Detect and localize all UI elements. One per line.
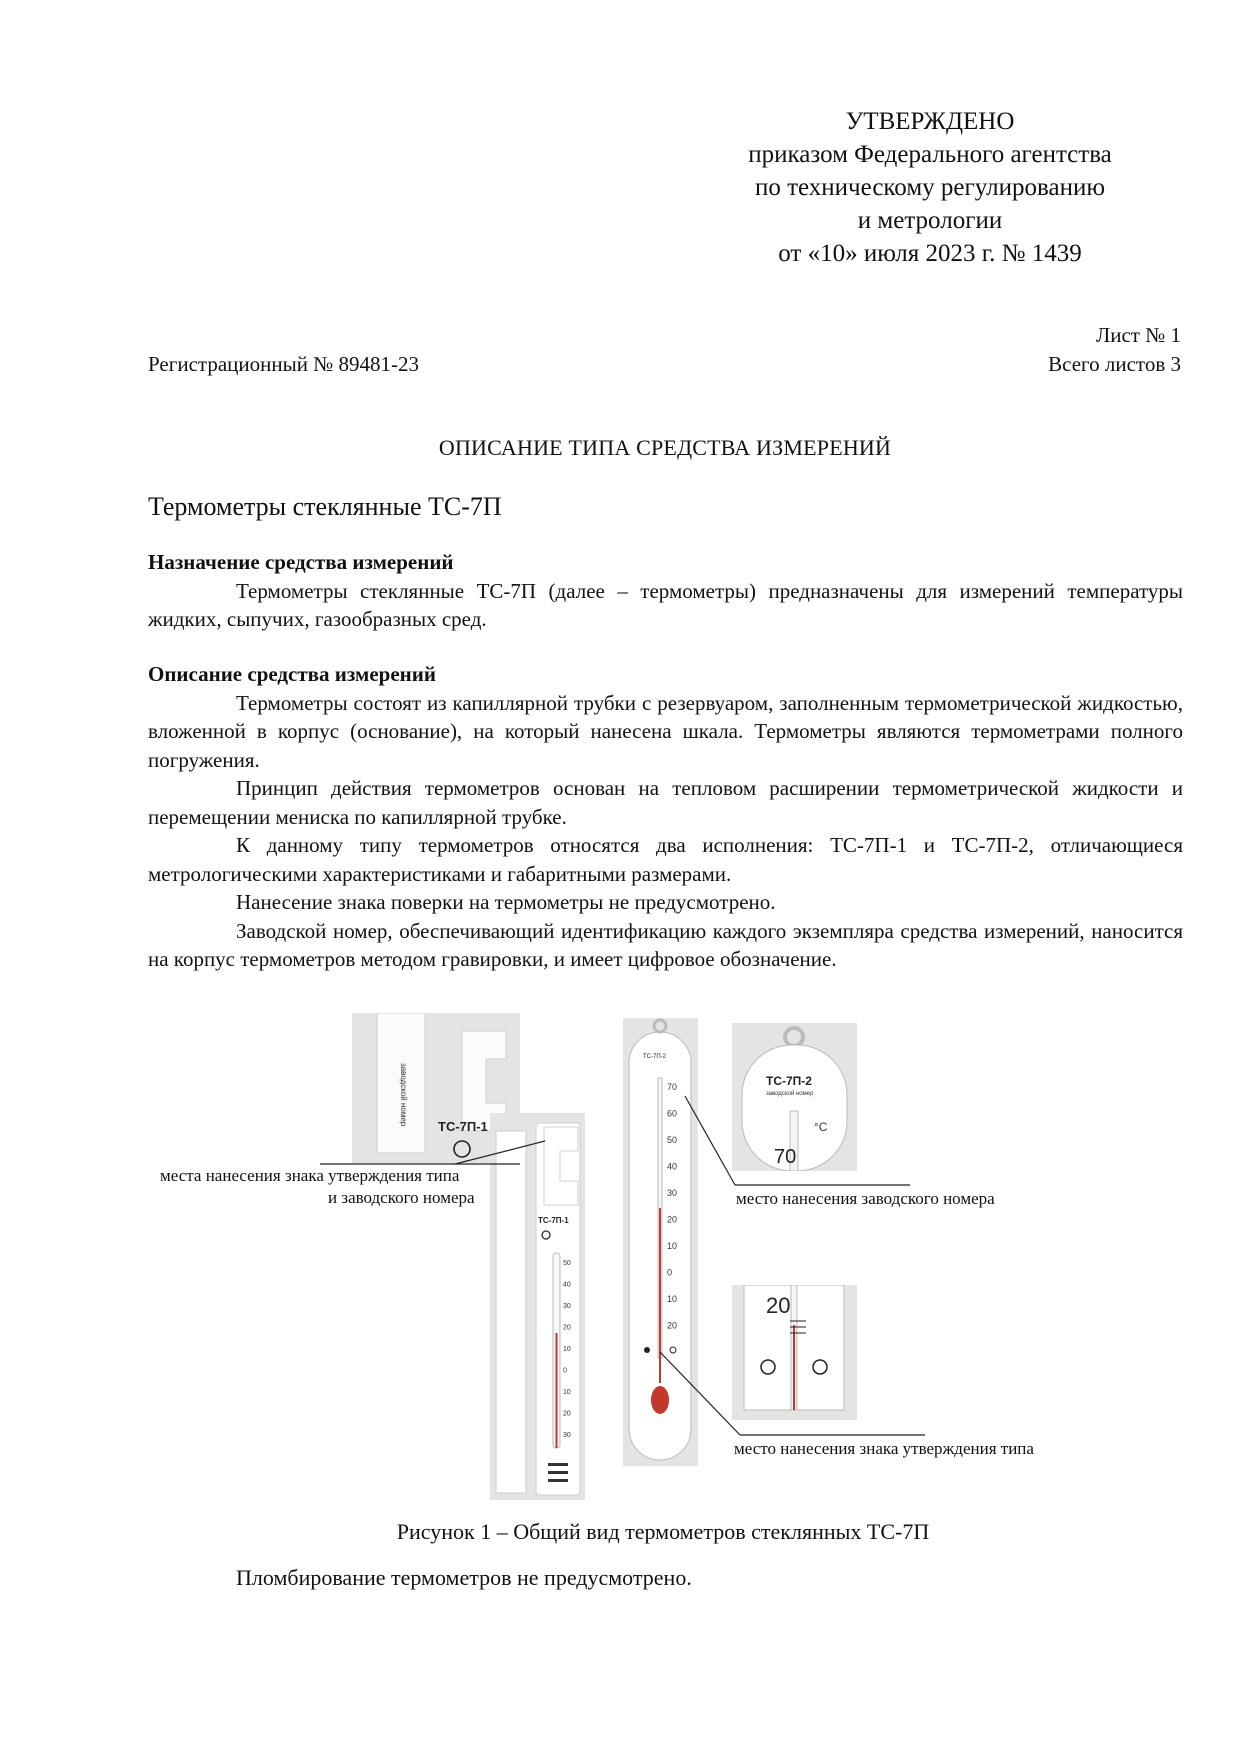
scale-tick-label: 0 [563,1367,567,1375]
scale-tick-label: 30 [667,1188,678,1198]
section-heading: Описание средства измерений [148,662,436,686]
sheets-total: Всего листов 3 [1048,352,1181,376]
sealing-note: Пломбирование термометров не предусмотрено. [236,1565,692,1590]
scale-tick-label: 20 [667,1214,678,1225]
paragraph: Термометры состоят из капиллярной трубки с резервуаром, заполненным термометрической жидкостью, вложенной в корпус (основание), на который нанесена шкала. Термометры являются термометрами полного погружения. [148,690,1183,772]
paragraph: К данному типу термометров относятся два исполнения: ТС-7П-1 и ТС-7П-2, отличающиеся метрологическими характеристиками и габаритными размерами. [148,833,1183,886]
section-description [148,660,1183,974]
scale-tick-label: 30 [563,1303,571,1310]
registration-number: Регистрационный № 89481-23 [148,352,419,376]
unit-label: °C [814,1120,828,1134]
callout-text: места нанесения знака утверждения типа [160,1166,460,1185]
figure-caption: Рисунок 1 – Общий вид термометров стеклянных ТС-7П [396,1519,930,1544]
scale-tick-label: 40 [563,1281,571,1289]
scale-tick-label: 50 [563,1260,571,1267]
section-purpose [148,548,1183,634]
scale-tick-label: 40 [667,1161,678,1172]
scale-tick-label: 10 [667,1241,678,1251]
approval-line: по техническому регулированию [754,174,1106,201]
approval-heading: УТВЕРЖДЕНО [845,108,1015,135]
model-label: ТС-7П-2 [766,1074,812,1088]
scale-tick-label: 50 [667,1135,678,1145]
figure-thermometers [150,1000,1190,1500]
scale-value: 20 [766,1293,791,1318]
scale-tick-label: 30 [563,1432,571,1439]
scale-tick-label: 70 [667,1082,678,1092]
scale-tick-label: 10 [563,1346,571,1353]
serial-label: заводской номер [766,1091,814,1097]
approval-line: приказом Федерального агентства [748,141,1112,168]
callout-right-top: место нанесения заводского номера [736,1189,995,1208]
sheet-number: Лист № 1 [1095,323,1181,347]
scale-tick-label: 20 [563,1410,571,1418]
serial-label: заводской номер [399,1063,408,1127]
model-label: ТС-7П-2 [643,1054,666,1060]
paragraph: Принцип действия термометров основан на тепловом расширении термометрической жидкости и перемещении мениска по капиллярной трубке. [148,776,1183,829]
paragraph: Нанесение знака поверки на термометры не предусмотрено. [236,890,776,914]
callout-right-bottom: место нанесения знака утверждения типа [734,1439,1034,1458]
section-heading: Назначение средства измерений [148,550,454,574]
scale-tick-label: 0 [667,1267,673,1278]
approval-line: и метрологии [857,207,1003,234]
paragraph: Заводской номер, обеспечивающий идентификацию каждого экземпляра средства измерений, наносится на корпус термометров методом гравировки, и имеет цифровое обозначение. [148,918,1183,971]
callout-left [160,1165,475,1209]
scale-value: 70 [774,1146,797,1168]
scale-tick-label: 10 [563,1389,571,1396]
instrument-name: Термометры стеклянные ТС-7П [148,492,502,521]
approval-block [700,105,1160,270]
callout-text: и заводского номера [328,1188,475,1207]
scale-tick-label: 60 [667,1108,678,1119]
paragraph: Термометры стеклянные ТС-7П (далее – термометры) предназначены для измерений температуры жидких, сыпучих, газообразных сред. [148,578,1183,631]
document-title: ОПИСАНИЕ ТИПА СРЕДСТВА ИЗМЕРЕНИЙ [438,435,892,460]
scale-tick-label: 20 [563,1324,571,1332]
scale-tick-label: 10 [667,1294,678,1304]
model-label: ТС-7П-1 [438,1119,488,1134]
callout-leaders [150,1000,1190,1500]
scale-tick-label: 20 [667,1320,678,1331]
approval-order-date: от «10» июля 2023 г. № 1439 [778,240,1082,267]
model-label: ТС-7П-1 [538,1216,569,1225]
